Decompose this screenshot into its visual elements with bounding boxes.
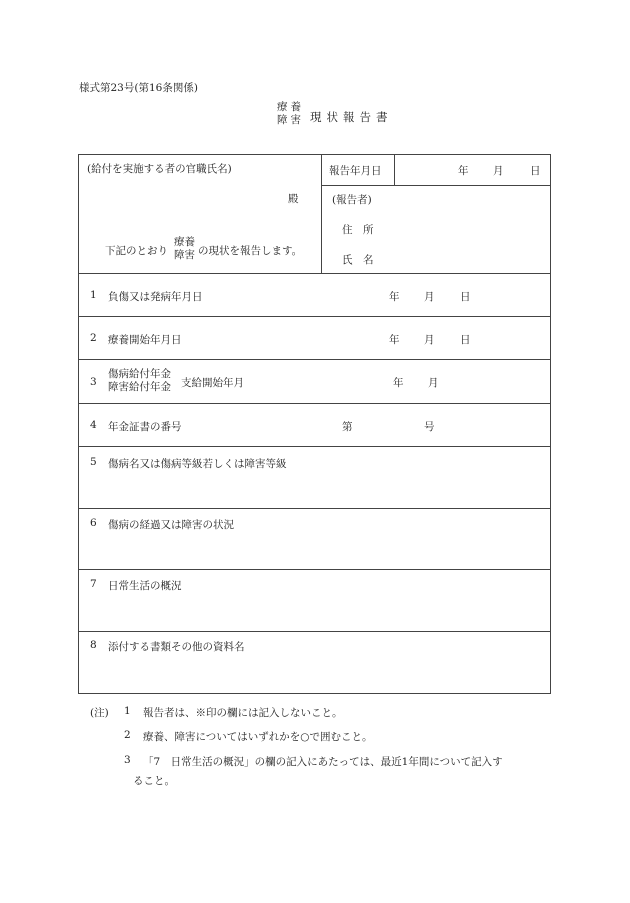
row2-number: 2 bbox=[90, 332, 97, 344]
note1-number: 1 bbox=[124, 705, 131, 717]
report-date-month: 月 bbox=[493, 165, 504, 177]
row3-number: 3 bbox=[90, 376, 97, 388]
date-row-line bbox=[321, 185, 551, 186]
note3-text: 「7 日常生活の概況」の欄の記入にあたっては、最近1年間について記入す bbox=[143, 756, 503, 768]
row5-label: 傷病名又は傷病等級若しくは障害等級 bbox=[108, 458, 287, 470]
row3-month: 月 bbox=[428, 377, 439, 389]
row4-suffix: 号 bbox=[424, 421, 435, 433]
row-divider-7 bbox=[78, 569, 551, 570]
name-label: 氏 名 bbox=[342, 254, 374, 266]
statement-suffix: の現状を報告します。 bbox=[198, 245, 303, 257]
report-date-day: 日 bbox=[530, 165, 541, 177]
row1-label: 負傷又は発病年月日 bbox=[108, 291, 203, 303]
form-number: 様式第23号(第16条関係) bbox=[79, 82, 198, 94]
row3-suffix: 支給開始年月 bbox=[181, 377, 244, 389]
note2-text: 療養、障害についてはいずれかを○で囲むこと。 bbox=[143, 731, 373, 743]
row2-month: 月 bbox=[424, 334, 435, 346]
date-label-divider bbox=[394, 154, 395, 185]
row-divider-6 bbox=[78, 508, 551, 509]
note3-number: 3 bbox=[124, 754, 131, 766]
header-divider bbox=[321, 154, 322, 274]
row1-day: 日 bbox=[460, 291, 471, 303]
row-divider-4 bbox=[78, 403, 551, 404]
row3-stack-bottom: 障害給付年金 bbox=[108, 381, 171, 393]
row-divider-5 bbox=[78, 446, 551, 447]
note3-continuation: ること。 bbox=[133, 775, 175, 787]
row4-label: 年金証書の番号 bbox=[108, 421, 182, 433]
page-title: 現状報告書 bbox=[310, 110, 393, 124]
row3-year: 年 bbox=[393, 377, 404, 389]
row-divider-1 bbox=[78, 273, 551, 274]
row7-label: 日常生活の概況 bbox=[108, 580, 182, 592]
row1-number: 1 bbox=[90, 289, 97, 301]
report-date-label: 報告年月日 bbox=[329, 165, 382, 177]
note2-number: 2 bbox=[124, 729, 131, 741]
title-stack-top: 療養 bbox=[277, 101, 304, 113]
row6-number: 6 bbox=[90, 517, 97, 529]
statement-stack-top: 療養 bbox=[174, 236, 195, 248]
row2-year: 年 bbox=[389, 334, 400, 346]
row-divider-8 bbox=[78, 631, 551, 632]
official-label: (給付を実施する者の官職氏名) bbox=[87, 163, 232, 175]
row2-label: 療養開始年月日 bbox=[108, 334, 182, 346]
row1-month: 月 bbox=[424, 291, 435, 303]
row7-number: 7 bbox=[90, 578, 97, 590]
row1-year: 年 bbox=[389, 291, 400, 303]
statement-stack bbox=[174, 236, 195, 262]
row-divider-2 bbox=[78, 316, 551, 317]
report-date-year: 年 bbox=[458, 165, 469, 177]
honorific: 殿 bbox=[288, 193, 299, 205]
reporter-label: (報告者) bbox=[332, 194, 372, 206]
title-stack bbox=[277, 101, 304, 127]
row5-number: 5 bbox=[90, 456, 97, 468]
address-label: 住 所 bbox=[342, 224, 374, 236]
row8-number: 8 bbox=[90, 639, 97, 651]
row8-label: 添付する書類その他の資料名 bbox=[108, 641, 245, 653]
row3-stack bbox=[108, 368, 171, 394]
row4-prefix: 第 bbox=[342, 421, 353, 433]
title-stack-bottom: 障害 bbox=[277, 114, 304, 126]
row4-number: 4 bbox=[90, 419, 97, 431]
notes-heading: (注) bbox=[90, 707, 109, 719]
statement-prefix: 下記のとおり bbox=[105, 245, 168, 257]
row2-day: 日 bbox=[460, 334, 471, 346]
row6-label: 傷病の経過又は障害の状況 bbox=[108, 519, 234, 531]
note1-text: 報告者は、※印の欄には記入しないこと。 bbox=[143, 707, 343, 719]
row-divider-3 bbox=[78, 359, 551, 360]
statement-stack-bottom: 障害 bbox=[174, 249, 195, 261]
row3-stack-top: 傷病給付年金 bbox=[108, 368, 171, 380]
